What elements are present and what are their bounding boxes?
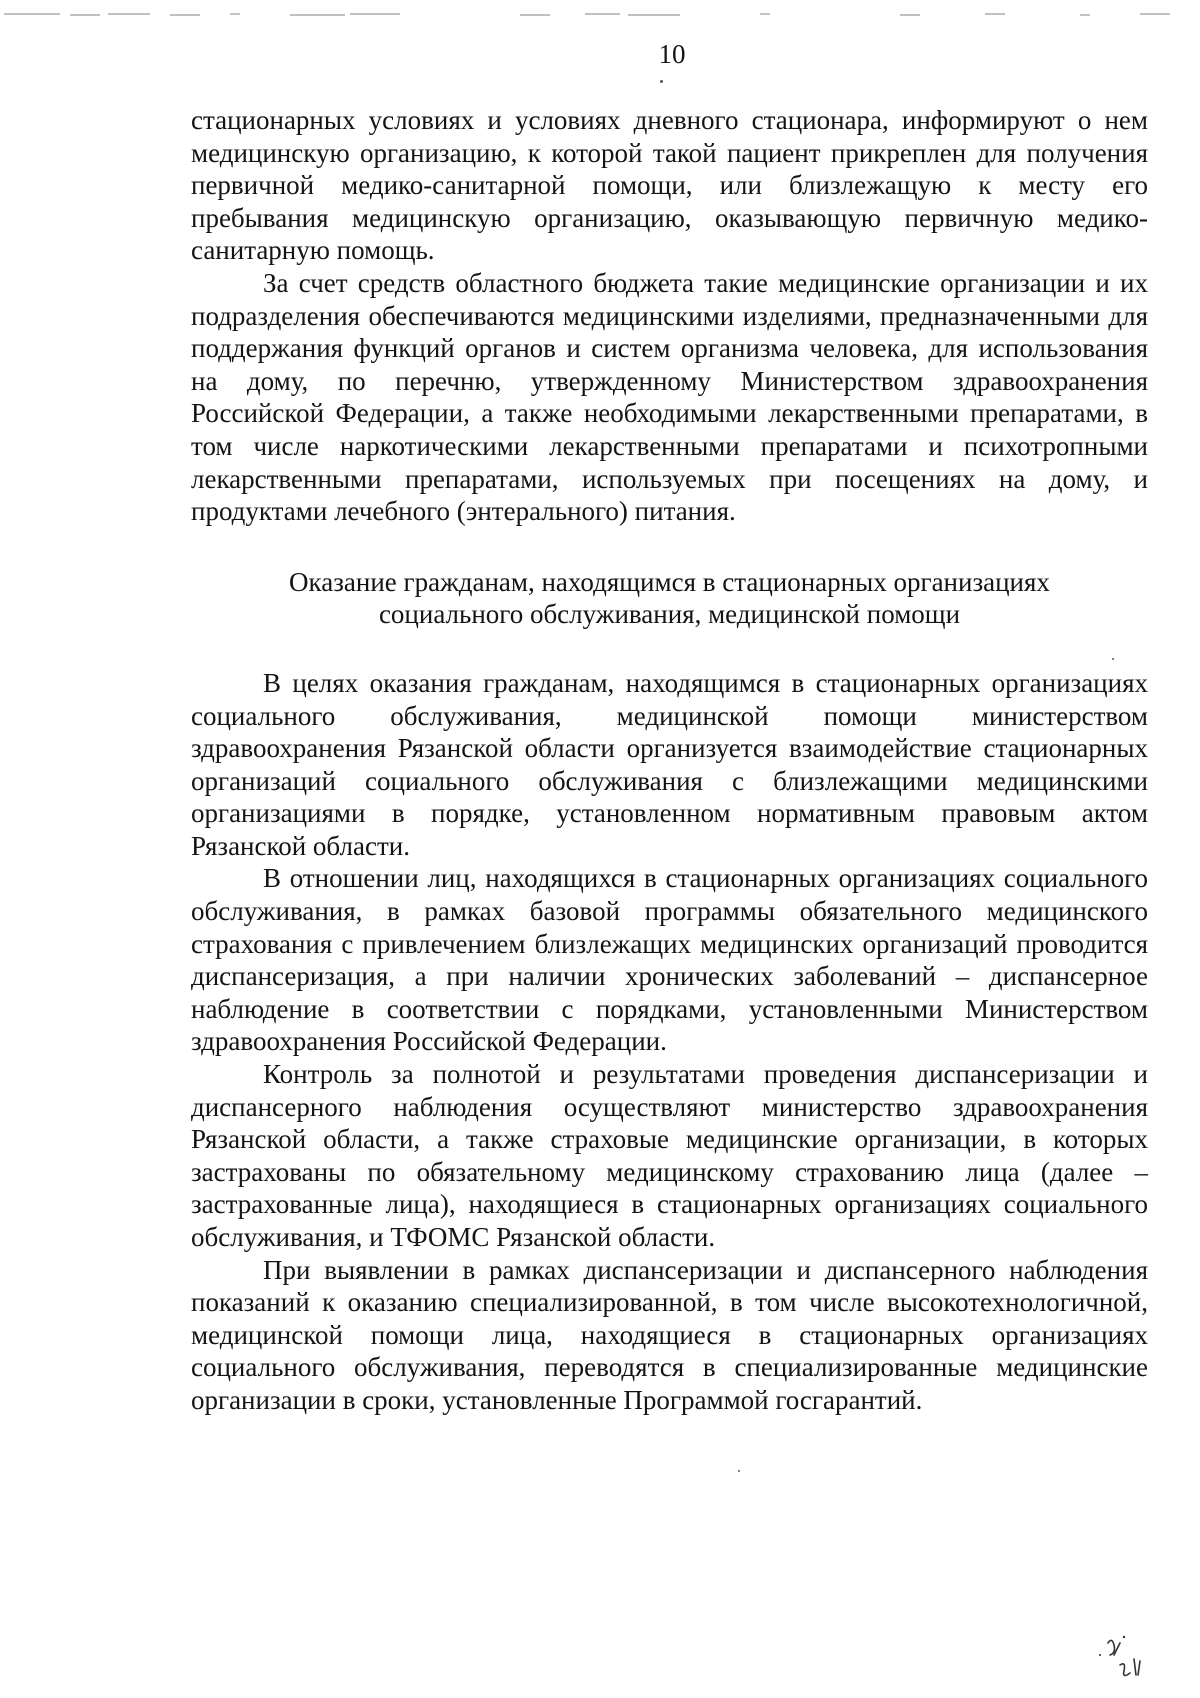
initials-mark (1090, 1625, 1160, 1685)
document-body (191, 104, 1148, 1417)
paragraph-transfer: При выявлении в рамках диспансеризации и диспансерного наблюдения показаний к оказанию специализированной, в том числе высокотехнологичной, медицинской помощи лица, находящиеся в стационарных организациях социального обслуживания, переводятся в специализированные медицинские организации в сроки, установленные Программой госгарантий. (191, 1254, 1148, 1415)
page-number: 10 (658, 39, 686, 69)
section-heading-line-2: социального обслуживания, медицинской помощи (378, 599, 961, 630)
paragraph-dispensary: В отношении лиц, находящихся в стационарных организациях социального обслуживания, в рамках базовой программы обязательного медицинского страхования с привлечением близлежащих медицинских организаций проводится диспансеризация, а при наличии хронических заболеваний – диспансерное наблюдение в соответствии с порядками, установленными Министерством здравоохранения Российской Федерации. (191, 863, 1148, 1057)
paragraph-continuation: стационарных условиях и условиях дневного стационара, информируют о нем медицинскую организацию, к которой такой пациент прикреплен для получения первичной медико-санитарной помощи, или близлежащую к месту его пребывания медицинскую организацию, оказывающую первичную медико-санитарную помощь. (191, 105, 1148, 266)
scan-speck (660, 80, 663, 83)
scan-speck (1112, 658, 1114, 660)
scan-speck (738, 1470, 740, 1472)
section-heading-line-1: Оказание гражданам, находящимся в стационарных организациях (289, 566, 1050, 597)
section-heading (191, 566, 1148, 631)
scan-artifact-strip (0, 10, 1200, 18)
paragraph-regional-budget: За счет средств областного бюджета такие медицинские организации и их подразделения обеспечиваются медицинскими изделиями, предназначенными для поддержания функций органов и систем организма человека, для использования на дому, по перечню, утвержденному Министерством здравоохранения Российской Федерации, а также необходимыми лекарственными препаратами, в том числе наркотическими лекарственными препаратами и психотропными лекарственными препаратами, используемых при посещениях на дому, и продуктами лечебного (энтерального) питания. (191, 267, 1148, 527)
paragraph-control: Контроль за полнотой и результатами проведения диспансеризации и диспансерного наблюдения осуществляют министерство здравоохранения Рязанской области, а также страховые медицинские организации, в которых застрахованы по обязательному медицинскому страхованию лица (далее – застрахованные лица), находящиеся в стационарных организациях социального обслуживания, и ТФОМС Рязанской области. (191, 1059, 1148, 1252)
paragraph-interaction: В целях оказания гражданам, находящимся в стационарных организациях социального обслуживания, медицинской помощи министерством здравоохранения Рязанской области организуется взаимодействие стационарных организаций социального обслуживания с близлежащими медицинскими организациями в порядке, установленном нормативным правовым актом Рязанской области. (191, 667, 1148, 861)
